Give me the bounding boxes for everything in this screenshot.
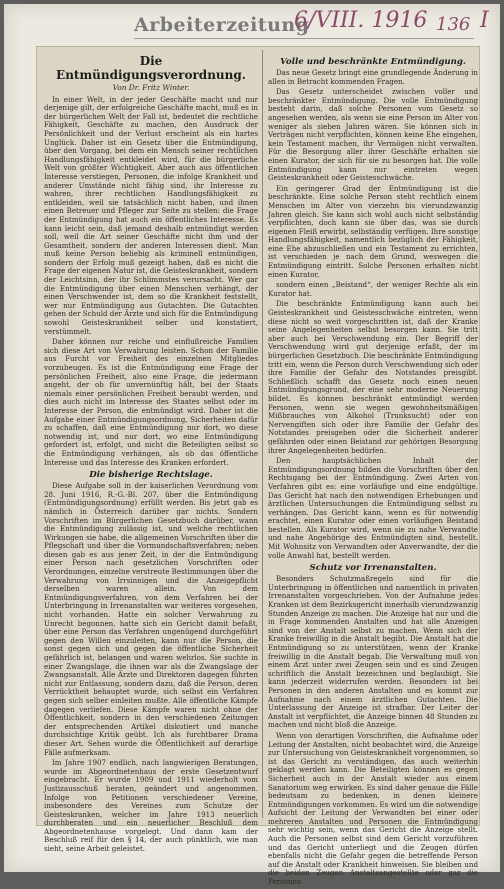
handwritten-number: 136 [436,14,471,35]
section-heading: Die bisherige Rechtslage. [89,470,213,481]
handwritten-mark: I [480,8,489,33]
paragraph: Den hauptsächlichen Inhalt der Entmündigungsordnung bilden die Vorschriften über den Rechtsgang bei der Entmündigung. Zwei Arten von Verfahren gibt es: eine vorläufige und eine endgültige. Das Gericht hat nach den notwendigen Erhebungen und ärztlichen Untersuchungen die Entmündigung selbst zu verhängen. Das Gericht kann, wenn es für notwendig erachtet, einen Kurator oder einen vorläufigen Beistand bestellen. Als Kurator wird, wenn sie zu nahe Verwandte und nahe Angehörige des Entmündigten sind, bestellt. Mit Wohnsitz von Verwandten oder Anverwandte, der die volle Anwahl hat, bestellt werden. [268,456,478,560]
section-heading: Volle und beschränkte Entmündigung. [280,57,466,67]
section-heading: Schutz vor Irrenanstalten. [309,563,437,574]
paragraph: Im Jahre 1907 endlich, nach langwierigen Beratungen, wurde im Abgeordnetenhaus der erste Gesetzentwurf eingebracht. Er wurde 1909 und 1911 wiederholt vom Justizausschuß beraten, geändert und angenommen. Infolge von Petitionen verschiedener Vereine, insbesondere des Vereines zum Schutze der Geisteskranken, welcher im Jahre 1913 neuerlich durchberaten und ein neuerlicher Beschluß dem Abgeordnetenhause vorgelegt. Und dann kam der Beschluß reif für den § 14, der auch pünktlich, wie man sieht, seine Arbeit geleistet. [44,758,258,854]
article-title: Die Entmündigungsverordnung. [56,54,246,82]
masthead-rule [134,38,474,39]
paragraph: sondern einen „Beistand“, der weniger Rechte als ein Kurator hat. [268,280,478,298]
paragraph: Besonders Schutzmaßregeln sind für die Unterbringung in öffentlichen und namentlich in privaten Irrenanstalten vorgeschrieben. Von der Aufnahme jedes Kranken ist dem Bezirksgericht innerhalb vierundzwanzig Stunden Anzeige zu machen. Die Anzeige hat nur und die in Frage kommenden Anstalten und hat alle Anzeigen sind von der Anstalt selbst zu machen. Wenn sich der Kranke freiwillig in die Anstalt begibt. Die Anstalt hat die Entmündigung so zu unterstützen, wenn der Kranke freiwillig in die Anstalt begab. Die Verwaltung muß von einem Arzt unter zwei Zeugen sein und es sind Zeugen schriftlich die Anstalt bezeichnen und beglaubigt. Sie kann jederzeit widerrufen werden. Besonders ist bei Personen in den anderen Anstalten und es kommt zur Aufnahme nach einem ärztlichen Gutachten. Die Unterlassung der Anzeige ist strafbar. Der Leiter der Anstalt ist verpflichtet, die Anzeige binnen 48 Stunden zu machen und nicht bloß die Anzeige. [268,574,478,730]
paragraph: Ein geringerer Grad der Entmündigung ist die beschränkte. Eine solche Person steht rechtlich einem Menschen im Alter von vierzehn bis vierundzwanzig Jahren gleich. Sie kann sich wohl auch nicht selbständig verpflichten, doch kann sie über das, was sie durch eigenen Fleiß erwirbt, selbständig verfügen. Ihre sonstige Handlungsfähigkeit, namentlich bezüglich der Fähigkeit, eine Ehe abzuschließen und ein Testament zu errichten, ist verschieden je nach dem Grund, weswegen die Entmündigung eintritt. Solche Personen erhalten nicht einen Kurator, [268,183,479,279]
paragraph: Das neue Gesetz bringt eine grundlegende Änderung in allen in Betracht kommenden Fragen. [268,68,478,86]
article-byline: Von Dr. Fritz Winter. [112,83,190,92]
newspaper-masthead: Arbeiterzeitung [134,14,310,36]
paper-sheet [4,4,500,887]
handwritten-date: 6/VIII. 1916 [294,8,428,33]
paragraph: Wenn von derartigen Vorschriften, die Aufnahme oder Leitung der Anstalten, nicht beobachtet wird, die Anzeige zur Untersuchung von Geisteskrankheit vorgenommen, so ist das Gericht zu verständigen, das auch weiterhin geklagt werden kann. Die Beteiligten können es gegen Sicherheit auch in der Anstalt wieder aus einem Sanatorium weg erwirken. Es sind daher genaue die Fälle bedeutsam zu bedenken, in denen kleinere Entmündigungen vorkommen. Es wird um die notwendige Aufsicht der Leitung der Verwandten bei einer oder mehreren Anstalten und Personen die Entmündigung sehr wichtig sein, wenn das Gericht die Anzeige stellt. Auch die Personen selbst sind dem Gericht vorzuführen und das Gericht unterliegt und die Zeugen dürfen ebenfalls nicht die Gefahr gegen die betreffende Person auf die Anstalt oder Krankheit hinweisen. Sie bleiben und die beiden Zeugen Anstaltsangestellte oder gar die Personen [268,730,479,887]
paragraph: Die beschränkte Entmündigung kann auch bei Geisteskrankheit und Geistesschwäche eintreten, wenn diese nicht so weit vorgeschritten ist, daß der Kranke seine Angelegenheiten selbst besorgen kann. Sie tritt aber auch bei Verschwendung ein. Der Begriff der Verschwendung wird gut derjenige erfaßt, der im bürgerlichen Gesetzbuch. Die beschränkte Entmündigung tritt ein, wenn die Person durch Verschwendung sich oder ihre Familie der Gefahr des Notstandes preisgibt. Schließlich schafft das Gesetz noch einen neuen Entmündigungsgrund, der eine sehr moderne Neuerung bildet. Es können beschränkt entmündigt werden Personen, wenn sie wegen gewohnheitsmäßigen Mißbrauches von Alkohol (Trunksucht) oder von Nervengiften sich oder ihre Familie der Gefahr des Notstandes preisgeben oder die Sicherheit anderer gefährden oder einen Beistand zur gehörigen Besorgung ihrer Angelegenheiten bedürfen. [268,299,478,455]
right-column [268,54,478,889]
paragraph: Diese Aufgabe soll in der kaiserlichen Verordnung vom 28. Juni 1916, R.-G.-Bl. 207, über die Entmündigung (Entmündigungsordnung) erfüllt werden. Bis jetzt gab es nämlich in Österreich darüber gar nichts. Sondern Vorschriften im Bürgerlichen Gesetzbuch darüber, wann die Entmündigung zulässig ist, und welche rechtlichen Wirkungen sie habe, die allgemeinen Vorschriften über die Pflegschaft und über die Vormundschaftsverfahren; neben diesen gab es aus jener Zeit, in der die Entmündigung einer Person nach gesetzlichen Vorschriften oder Verordnungen, einzelne verstreute Bestimmungen über die Verwahrung von Irrsinnigen und die Anzeigepflicht derselben waren allein. Von dem Entmündigungsverfahren, von dem Verfahren bei der Unterbringung in Irrenanstalten war weiteres vorgesehen, nicht vorhanden. Hatte ein solcher Verwahrung zu Unrecht begonnen, hatte sich ein Gericht damit befaßt, über eine Person das Verfahren ungenügend durchgeführt gegen den Willen einzuleiten, kann nur die Person, die sonst gegen sich und gegen die öffentliche Sicherheit gefährlich ist, belangen und waren wehrlos. Sie suchte in einer Zwangslage, die ihnen war als die Zwangslage der Zwangsanstalt. Alle Ärzte und Direktoren dagegen führten nicht zur Entlassung, sondern dazu, daß die Person, deren Verrücktheit behauptet wurde, sich selbst ein Verfahren gegen sich selber einleiten mußte. Alle öffentliche Kämpfe dagegen verliefen. Diese Kämpfe waren nicht ohne der Öffentlichkeit, sondern in den verschiedenen Zeitungen der entsprechenden Artikel diskutiert und manche durchsichtige Kritik geübt. Ich als furchtbarer Drama dieser Art. Sehen wurde die Öffentlichkeit auf derartige Fälle aufmerksam. [44,481,258,757]
paragraph: In einer Welt, in der jeder Geschäfte macht und nur derjenige gilt, der erfolgreiche Geschäfte macht, muß es in der bürgerlichen Welt der Fall ist, bedeutet die rechtliche Fähigkeit, Geschäfte zu machen, den Ausdruck der Persönlichkeit und der Verlust erscheint als ein hartes Unglück. Daher ist ein Gesetz über die Entmündigung, über den Vorgang, bei dem ein Mensch seiner rechtlichen Handlungsfähigkeit entkleidet wird, für die bürgerliche Welt von größter Wichtigkeit. Aber auch aus öffentlichen Interesse verstiegen, Personen, die infolge Krankheit und anderer Umstände nicht fähig sind, ihr Interesse zu wahren, ihrer rechtlichen Handlungsfähigkeit zu entkleiden, weil sie tatsächlich nicht haben, und ihnen einen Betreuer und Pfleger zur Seite zu stellen: die Frage der Entmündigung hat auch ein öffentliches Interesse. Es kann leicht sein, daß jemand deshalb entmündigt werden soll, weil die Art seiner Geschäfte nicht ihm und der Gesamtheit, sondern der anderen Interessen dient. Man muß keine Person beliebig als kriminell entmündigen, sondern der Erfolg muß gezeigt haben, daß es nicht die Frage der eigenen Natur ist, die Geisteskrankheit, sondern der Leichtsinn, der ihr Schlimmstes verursacht. Wer gar die Entmündigung über einen Menschen verhängt, der einen Verschwender ist, dem so die Krankheit feststellt, wer nur Entmündigung aus Gutachten. Die Gutachten gehen der Schuld der Ärzte und sich für die Entmündigung sowohl Geisteskrankheit selber und konstatiert, verstümmelt. [44,94,258,336]
paragraph: Daher können nur reiche und einflußreiche Familien sich diese Art von Verwahrung leisten. Schon der Familie aus Furcht vor Freiheit des einzelnen Mitgliedes vorzubeugen. Es ist die Entmündigung eine Frage der persönlichen Freiheit, also eine Frage, die jedermann angeht, der ob für unvernünftig hält, bei der Staats niemals einer persönlichen Freiheit beraubt werden, und dies auch nicht im Interesse des Staates selbst oder im Interesse der Person, die entmündigt wird. Daher ist die Aufgabe einer Entmündigungsordnung, Sicherheiten dafür zu schaffen, daß eine Entmündigung nur dort, wo diese notwendig ist, und nur dort, wo eine Entmündigung gefordert ist, erfolgt, und nicht die Beteiligten selbst so die Entmündigung verhängen, als ob das öffentliche Interesse und das Interesse des Kranken erfordert. [44,337,258,467]
column-divider [262,50,263,818]
paragraph: Das Gesetz unterscheidet zwischen voller und beschränkter Entmündigung. Die volle Entmündigung besteht darin, daß solche Personen vom Gesetz so angesehen werden, als wenn sie eine Person im Alter von weniger als sieben Jahren wären. Sie können sich in Verträgen nicht verpflichten, können keine Ehe eingehen, kein Testament machen, ihr Vermögen nicht verwalten. Für die Besorgung aller ihrer Geschäfte erhalten sie einen Kurator, der sich für sie zu besorgen hat. Die volle Entmündigung kann nur eintreten wegen Geisteskrankheit oder Geistesschwäche. [268,87,478,183]
left-column [44,54,258,856]
